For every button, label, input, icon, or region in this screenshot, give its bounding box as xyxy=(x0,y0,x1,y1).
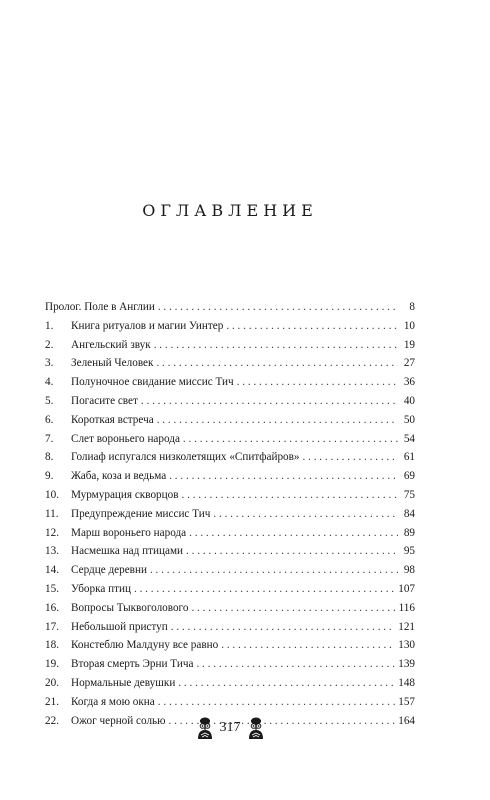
toc-entry-number: 17. xyxy=(45,620,59,633)
toc-entry-title: Сердце деревни xyxy=(71,564,147,577)
toc-entry-page: 84 xyxy=(403,507,415,520)
toc-entry-title: Мурмурация скворцов xyxy=(71,488,179,501)
toc-entry-number: 10. xyxy=(45,488,59,501)
toc-entry-title: Нормальные девушки xyxy=(71,676,176,689)
dot-leader xyxy=(182,486,399,505)
table-of-contents xyxy=(45,298,415,730)
toc-entry-title: Ожог черной солью xyxy=(71,714,166,727)
toc-entry-page: 69 xyxy=(403,470,415,483)
toc-entry-title: Книга ритуалов и магии Уинтер xyxy=(71,319,224,332)
toc-entry-number: 19. xyxy=(45,658,59,671)
toc-entry xyxy=(45,467,415,486)
toc-entry-title: Вопросы Тыквоголового xyxy=(71,601,189,614)
toc-entry-number: 4. xyxy=(45,376,54,389)
toc-entry xyxy=(45,392,415,411)
dot-leader xyxy=(191,599,395,618)
dot-leader xyxy=(226,317,398,336)
toc-entry-title: Жаба, коза и ведьма xyxy=(71,470,167,483)
toc-entry-page: 121 xyxy=(398,620,415,633)
toc-entry-page: 36 xyxy=(403,376,415,389)
dot-leader xyxy=(156,354,398,373)
crow-figure-icon xyxy=(245,716,267,740)
toc-entry-title: Небольшой приступ xyxy=(71,620,168,633)
toc-entry-title: Полуночное свидание миссис Тич xyxy=(71,376,234,389)
toc-entry-title: Вторая смерть Эрни Тича xyxy=(71,658,194,671)
toc-entry xyxy=(45,636,415,655)
toc-entry-title: Ангельский звук xyxy=(71,338,151,351)
dot-leader xyxy=(169,467,398,486)
toc-entry-number: 14. xyxy=(45,564,59,577)
toc-entry xyxy=(45,373,415,392)
toc-entry xyxy=(45,486,415,505)
toc-entry-number: 2. xyxy=(45,338,54,351)
toc-entry-page: 157 xyxy=(398,695,415,708)
toc-entry-number: 11. xyxy=(45,507,59,520)
toc-entry xyxy=(45,618,415,637)
dot-leader xyxy=(134,580,395,599)
dot-leader xyxy=(186,542,398,561)
toc-entry-page: 61 xyxy=(403,451,415,464)
toc-entry-number: 5. xyxy=(45,394,54,407)
toc-entry-number: 13. xyxy=(45,545,59,558)
toc-entry xyxy=(45,599,415,618)
crow-figure-icon xyxy=(194,716,216,740)
dot-leader xyxy=(158,298,398,317)
toc-entry-number: 7. xyxy=(45,432,54,445)
toc-entry xyxy=(45,505,415,524)
toc-entry-number: 3. xyxy=(45,357,54,370)
toc-entry-number: 1. xyxy=(45,319,54,332)
dot-leader xyxy=(303,448,398,467)
toc-entry-page: 148 xyxy=(398,676,415,689)
toc-entry-title: Пролог. Поле в Англии xyxy=(45,301,155,313)
toc-entry-page: 19 xyxy=(403,338,415,351)
toc-entry xyxy=(45,542,415,561)
toc-entry xyxy=(45,317,415,336)
toc-entry-page: 27 xyxy=(403,357,415,370)
toc-entry-title: Погасите свет xyxy=(71,394,138,407)
toc-entry xyxy=(45,336,415,355)
toc-entry-title: Голиаф испугался низколетящих «Спитфайров» xyxy=(71,451,300,464)
dot-leader xyxy=(189,524,398,543)
toc-entry xyxy=(45,430,415,449)
toc-entry xyxy=(45,674,415,693)
toc-entry-number: 21. xyxy=(45,695,59,708)
toc-entry-number: 6. xyxy=(45,413,54,426)
toc-entry-page: 107 xyxy=(398,582,415,595)
toc-entry-title: Констеблю Малдуну все равно xyxy=(71,639,219,652)
toc-entry-number: 22. xyxy=(45,714,59,727)
toc-entry-number: 12. xyxy=(45,526,59,539)
toc-entry-page: 50 xyxy=(403,413,415,426)
toc-entry-title: Слет вороньего народа xyxy=(71,432,180,445)
dot-leader xyxy=(171,618,396,637)
toc-entry-page: 10 xyxy=(403,319,415,332)
toc-entry xyxy=(45,655,415,674)
toc-entry-page: 98 xyxy=(403,564,415,577)
dot-leader xyxy=(157,411,398,430)
toc-entry-prologue xyxy=(45,298,415,317)
toc-entry-title: Зеленый Человек xyxy=(71,357,154,370)
toc-entry-title: Предупреждение миссис Тич xyxy=(71,507,211,520)
toc-entry xyxy=(45,561,415,580)
dot-leader xyxy=(178,674,395,693)
toc-entry-title: Марш вороньего народа xyxy=(71,526,187,539)
dot-leader xyxy=(237,373,398,392)
toc-entry-title: Насмешка над птицами xyxy=(71,545,184,558)
toc-entry-title: Короткая встреча xyxy=(71,413,154,426)
toc-entry-page: 95 xyxy=(403,545,415,558)
toc-entry-page: 54 xyxy=(403,432,415,445)
toc-entry xyxy=(45,693,415,712)
toc-entry-number: 15. xyxy=(45,582,59,595)
dot-leader xyxy=(213,505,398,524)
page-title: ОГЛАВЛЕНИЕ xyxy=(142,201,318,220)
toc-entry xyxy=(45,524,415,543)
page-footer xyxy=(0,716,460,740)
dot-leader xyxy=(158,693,395,712)
toc-entry-title: Когда я мою окна xyxy=(71,695,155,708)
dot-leader xyxy=(154,336,398,355)
dot-leader xyxy=(221,636,395,655)
toc-entry-page: 8 xyxy=(409,301,415,313)
toc-entry-page: 164 xyxy=(398,714,415,727)
toc-entry-page: 89 xyxy=(403,526,415,539)
toc-entry-number: 18. xyxy=(45,639,59,652)
toc-entry-page: 116 xyxy=(398,601,415,614)
toc-entry-number: 8. xyxy=(45,451,54,464)
dot-leader xyxy=(183,430,398,449)
toc-entry-number: 16. xyxy=(45,601,59,614)
dot-leader xyxy=(196,655,395,674)
toc-entry-page: 139 xyxy=(398,658,415,671)
page-number: 317 xyxy=(219,720,241,735)
dot-leader xyxy=(150,561,398,580)
toc-entry-page: 40 xyxy=(403,394,415,407)
toc-entry-title: Уборка птиц xyxy=(71,582,131,595)
toc-entry-number: 9. xyxy=(45,470,54,483)
toc-entry-number: 20. xyxy=(45,676,59,689)
toc-entry xyxy=(45,448,415,467)
toc-entry xyxy=(45,411,415,430)
toc-entry-page: 75 xyxy=(403,488,415,501)
dot-leader xyxy=(141,392,398,411)
toc-entry xyxy=(45,580,415,599)
toc-entry xyxy=(45,354,415,373)
toc-entry-page: 130 xyxy=(398,639,415,652)
